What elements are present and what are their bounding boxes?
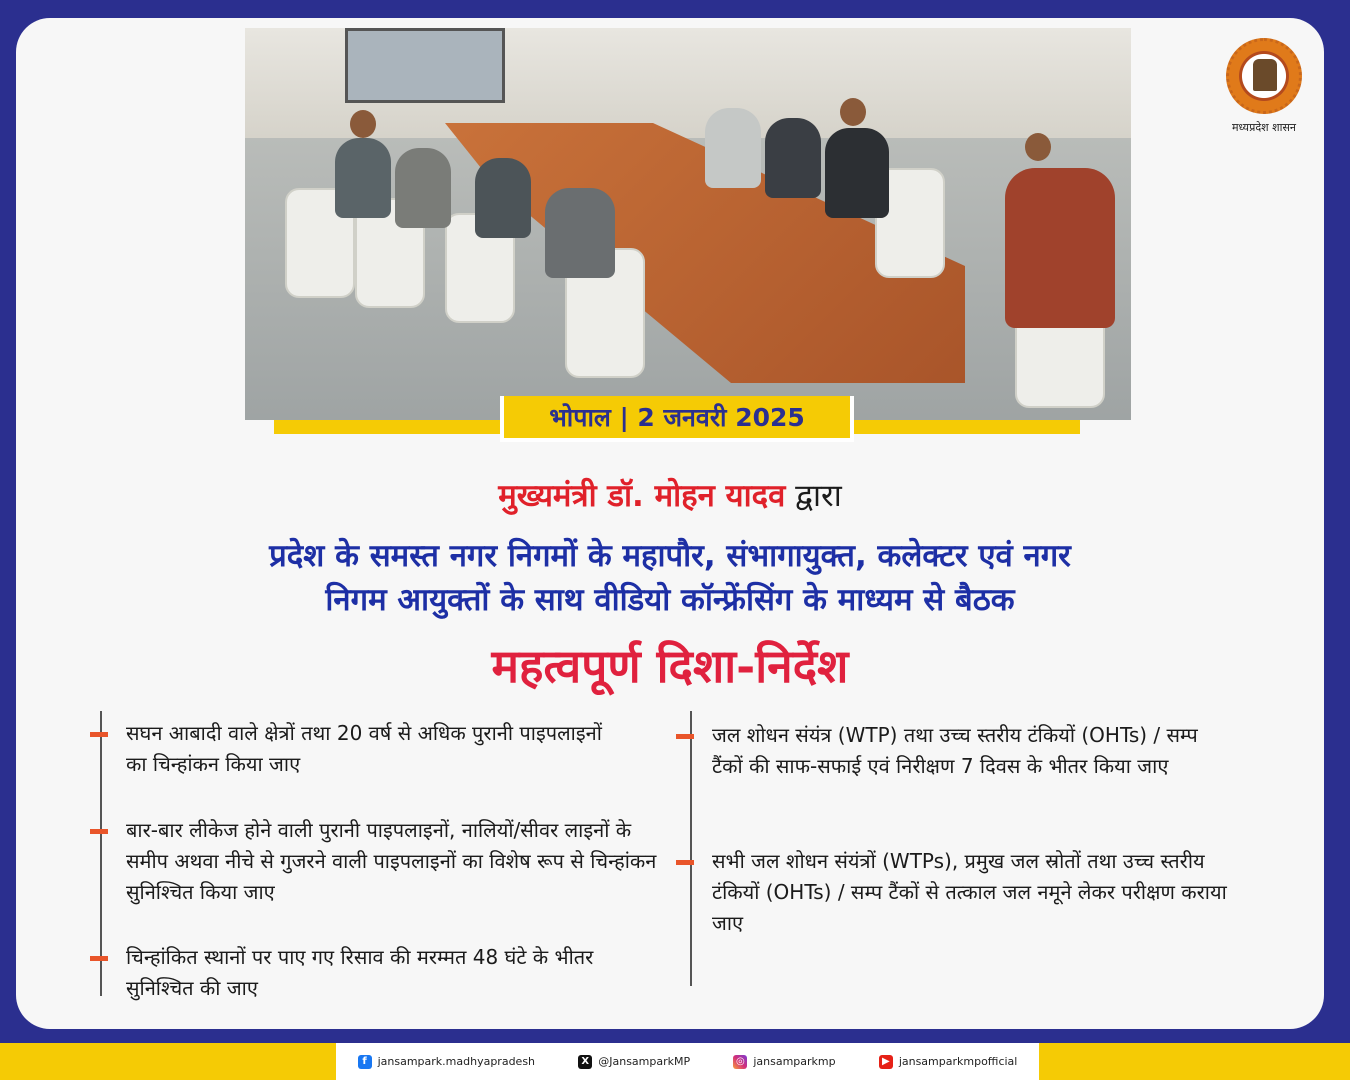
facebook-handle: jansampark.madhyapradesh	[377, 1055, 536, 1068]
subtitle-guidelines: महत्वपूर्ण दिशा-निर्देश	[491, 639, 849, 693]
headline-connector: द्वारा	[785, 478, 842, 514]
facebook-link[interactable]	[358, 1055, 535, 1069]
bullet-left-3: चिन्हांकित स्थानों पर पाए गए रिसाव की मरम्मत 48 घंटे के भीतर सुनिश्चित की जाए	[126, 942, 646, 1004]
headline-line1	[56, 474, 1284, 516]
x-link[interactable]	[578, 1055, 690, 1069]
meeting-photo	[245, 28, 1131, 420]
x-handle: @JansamparkMP	[598, 1055, 691, 1068]
right-divider	[690, 711, 692, 986]
left-divider	[100, 711, 102, 996]
dateline-badge: भोपाल | 2 जनवरी 2025	[500, 396, 854, 442]
instagram-icon: ◎	[733, 1055, 747, 1069]
headline-body	[56, 534, 1284, 622]
youtube-link[interactable]	[879, 1055, 1018, 1069]
footer-yellow-right	[1039, 1043, 1350, 1080]
logo-caption: मध्यप्रदेश शासन	[1231, 121, 1297, 134]
facebook-icon: f	[358, 1055, 372, 1069]
bullet-left-1: सघन आबादी वाले क्षेत्रों तथा 20 वर्ष से अधिक पुरानी पाइपलाइनों का चिन्हांकन किया जाए	[126, 718, 626, 780]
headline-line2: प्रदेश के समस्त नगर निगमों के महापौर, संभागायुक्त, कलेक्टर एवं नगर	[269, 538, 1071, 574]
x-icon: X	[578, 1055, 592, 1069]
bullet-right-1: जल शोधन संयंत्र (WTP) तथा उच्च स्तरीय टंकियों (OHTs) / सम्प टैंकों की साफ-सफाई एवं निरीक्षण 7 दिवस के भीतर किया जाए	[712, 720, 1232, 782]
bullet-right-2: सभी जल शोधन संयंत्रों (WTPs), प्रमुख जल स्रोतों तथा उच्च स्तरीय टंकियों (OHTs) / सम्प टैंकों से तत्काल जल नमूने लेकर परीक्षण कराया जाए	[712, 846, 1242, 939]
social-footer	[336, 1043, 1039, 1080]
instagram-link[interactable]	[733, 1055, 835, 1069]
poster-card	[16, 18, 1324, 1029]
youtube-icon: ▶	[879, 1055, 893, 1069]
youtube-handle: jansamparkmpofficial	[898, 1055, 1018, 1068]
mp-government-logo-icon	[1226, 38, 1302, 114]
footer-yellow-left	[0, 1043, 336, 1080]
headline-line3: निगम आयुक्तों के साथ वीडियो कॉन्फ्रेंसिंग के माध्यम से बैठक	[325, 582, 1015, 618]
instagram-handle: jansamparkmp	[753, 1055, 836, 1068]
chief-minister-name: मुख्यमंत्री डॉ. मोहन यादव	[498, 478, 786, 514]
bullet-left-2: बार-बार लीकेज होने वाली पुरानी पाइपलाइनों, नालियों/सीवर लाइनों के समीप अथवा नीचे से गुजरने वाली पाइपलाइनों का विशेष रूप से चिन्हांकन सुनिश्चित किया जाए	[126, 815, 666, 908]
